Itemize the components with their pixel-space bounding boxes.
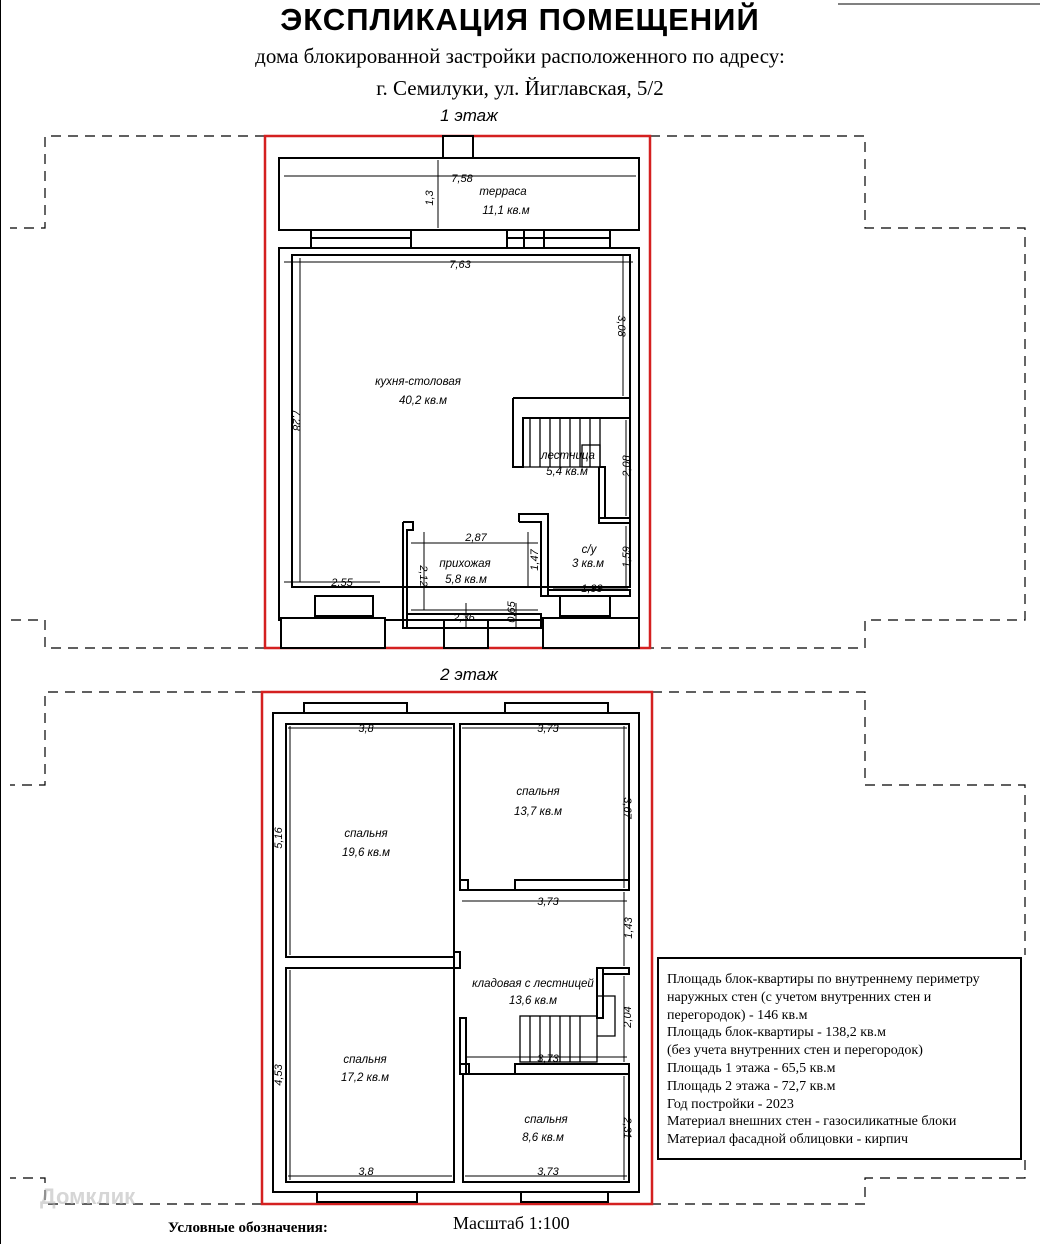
info-line: Площадь блок-квартиры - 138,2 кв.м (667, 1025, 887, 1041)
floor1-label: 1 этаж (440, 106, 498, 125)
dimension-label: 2,87 (465, 532, 487, 544)
dimension-label: 4,53 (273, 1064, 285, 1086)
room-area: 13,7 кв.м (513, 806, 563, 818)
room-area: 8,6 кв.м (522, 1132, 564, 1144)
dimension-label: 2,12 (417, 565, 429, 587)
room-area: 17,2 кв.м (340, 1072, 390, 1084)
info-line: Материал фасадной облицовки - кирпич (667, 1132, 909, 1148)
dimension-label: 5,16 (273, 827, 285, 849)
info-line: перегородок) - 146 кв.м (667, 1007, 808, 1023)
floor2-label: 2 этаж (440, 665, 498, 684)
room-area: 3 кв.м (571, 558, 605, 570)
room-name: спальня (343, 1054, 387, 1066)
room-area: 11,1 кв.м (482, 205, 530, 217)
legend-title: Условные обозначения: (168, 1220, 328, 1236)
dimension-label: 2,04 (622, 1006, 634, 1028)
dimension-label: 1,43 (623, 917, 635, 939)
dimension-label: 7,63 (449, 259, 471, 271)
room-name: прихожая (439, 558, 491, 570)
info-line: Площадь блок-квартиры по внутреннему периметру (667, 972, 980, 987)
info-line: Год постройки - 2023 (667, 1096, 794, 1112)
dimension-label: 1,99 (581, 583, 603, 595)
info-line: наружных стен (с учетом внутренних стен и (667, 989, 932, 1005)
dimension-label: 2,55 (331, 577, 353, 589)
room-area: 40,2 кв.м (398, 395, 448, 407)
dimension-label: 2,08 (621, 455, 633, 477)
room-name: спальня (524, 1114, 568, 1126)
dimension-label: 1,47 (529, 549, 541, 571)
dimension-label: 2,31 (621, 1117, 633, 1139)
floor1-plan (10, 136, 1025, 648)
dimension-label: 3,73 (537, 896, 559, 908)
dimension-label: 3,73 (537, 1166, 559, 1178)
room-name: спальня (344, 828, 388, 840)
info-line: Площадь 1 этажа - 65,5 кв.м (667, 1060, 836, 1076)
room-area: 5,8 кв.м (445, 574, 487, 586)
watermark: Домклик (40, 1184, 136, 1209)
info-line: Площадь 2 этажа - 72,7 кв.м (667, 1078, 836, 1094)
dimension-label: 3,73 (537, 1053, 559, 1065)
room-area: 13,6 кв.м (508, 995, 558, 1007)
dimension-label: 1,3 (424, 190, 436, 206)
dimension-label: 1,59 (621, 546, 633, 568)
dimension-label: 3,73 (537, 723, 559, 735)
room-name: кладовая с лестницей (472, 978, 594, 990)
info-line: (без учета внутренних стен и перегородок) (667, 1043, 923, 1059)
room-name: спальня (516, 786, 560, 798)
dimension-label: 7,58 (451, 173, 473, 185)
dimension-label: 3,8 (358, 1166, 374, 1178)
dimension-label: 7,28 (290, 409, 302, 431)
room-area: 5,4 кв.м (546, 466, 588, 478)
room-name: лестница (541, 450, 595, 462)
info-box (657, 957, 1022, 1160)
room-area: 19,6 кв.м (341, 847, 391, 859)
scale-label: Масштаб 1:100 (453, 1213, 570, 1233)
room-name: кухня-столовая (375, 376, 461, 388)
page-subtitle: дома блокированной застройки расположенного по адресу: (255, 44, 785, 68)
dimension-label: 3,67 (621, 797, 633, 819)
room-name: с/у (581, 544, 597, 556)
dimension-label: 2,36 (453, 612, 475, 624)
dimension-label: 3,08 (615, 315, 627, 337)
info-line: Материал внешних стен - газосиликатные блоки (667, 1114, 957, 1130)
address: г. Семилуки, ул. Йиглавская, 5/2 (376, 76, 664, 100)
dimension-label: 0,65 (506, 601, 518, 623)
dimension-label: 3,8 (358, 723, 374, 735)
page-title: ЭКСПЛИКАЦИЯ ПОМЕЩЕНИЙ (280, 2, 760, 37)
room-name: терраса (479, 186, 527, 198)
